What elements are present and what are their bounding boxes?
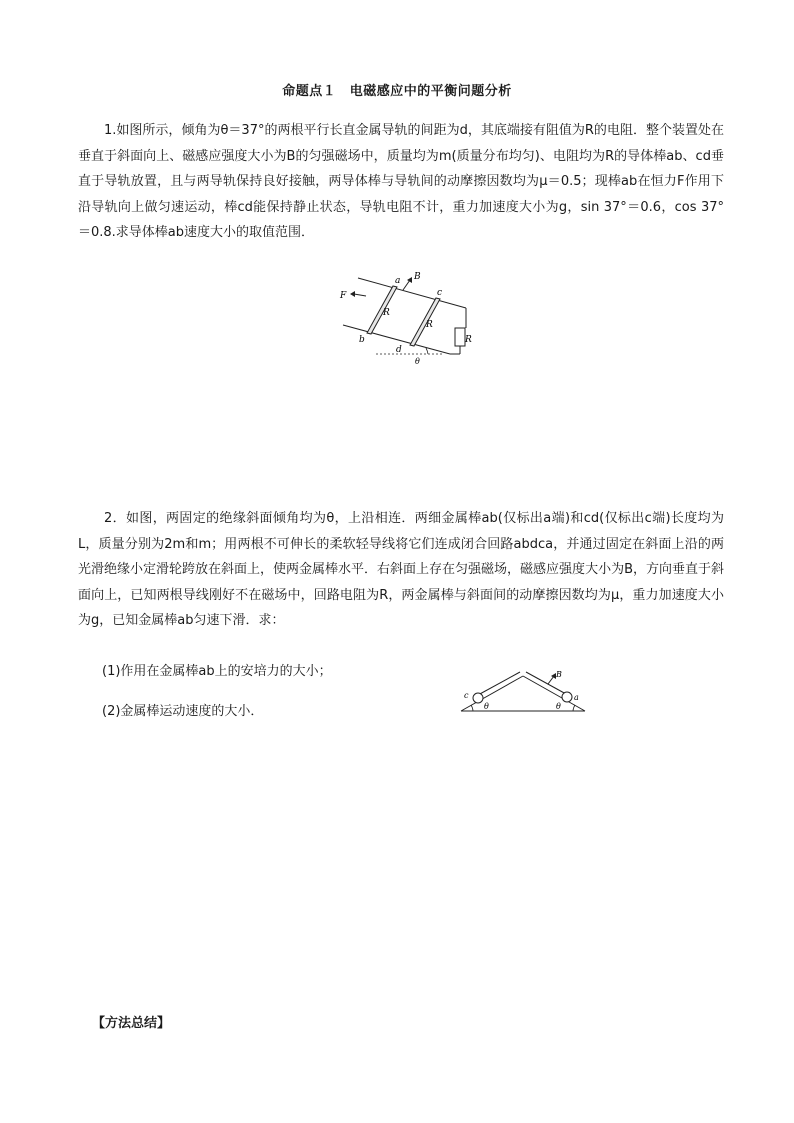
label-c: c <box>437 288 443 298</box>
label-B: B <box>556 670 562 679</box>
label-theta-right: θ <box>556 702 561 711</box>
question-2-1: (1)作用在金属棒ab上的安培力的大小； <box>102 664 332 679</box>
rail-diagram-figure <box>338 268 488 368</box>
label-b: b <box>359 335 365 345</box>
label-R-ab: R <box>383 308 390 318</box>
question-2-2: (2)金属棒运动速度的大小． <box>102 704 264 719</box>
label-theta-left: θ <box>484 702 489 711</box>
label-F: F <box>340 291 347 301</box>
incline-diagram-figure <box>458 668 588 716</box>
label-d: d <box>396 345 402 355</box>
label-theta: θ <box>415 357 420 366</box>
label-B: B <box>414 272 421 282</box>
label-c: c <box>464 691 469 700</box>
label-R-cd: R <box>426 320 433 330</box>
label-R-resistor: R <box>465 335 472 345</box>
problem-1-text: 1.如图所示，倾角为θ＝37°的两根平行长直金属导轨的间距为d，其底端接有阻值为R的电阻．整个装置处在垂直于斜面向上、磁感应强度大小为B的匀强磁场中，质量均为m(质量分布均匀)、电阻均为R的导体棒ab、cd垂直于导轨放置，且与两导轨保持良好接触，两导体棒与导轨间的动摩擦因数均为μ＝0.5；现棒ab在恒力F作用下沿导轨向上做匀速运动，棒cd能保持静止状态，导轨电阻不计，重力加速度大小为g，sin 37°＝0.6，cos 37°＝0.8.求导体棒ab速度大小的取值范围． <box>78 123 724 240</box>
problem-2-text: 2．如图，两固定的绝缘斜面倾角均为θ，上沿相连．两细金属棒ab(仅标出a端)和cd(仅标出c端)长度均为L，质量分别为2m和m；用两根不可伸长的柔软轻导线将它们连成闭合回路abdca，并通过固定在斜面上沿的两光滑绝缘小定滑轮跨放在斜面上，使两金属棒水平．右斜面上存在匀强磁场，磁感应强度大小为B，方向垂直于斜面向上，已知两根导线刚好不在磁场中，回路电阻为R，两金属棒与斜面间的动摩擦因数均为μ，重力加速度大小为g，已知金属棒ab匀速下滑．求： <box>78 511 724 628</box>
method-summary-heading: 【方法总结】 <box>92 1016 171 1031</box>
label-a: a <box>395 276 401 286</box>
page-title: 命题点１ 电磁感应中的平衡问题分析 <box>282 84 512 99</box>
label-a: a <box>574 693 579 702</box>
